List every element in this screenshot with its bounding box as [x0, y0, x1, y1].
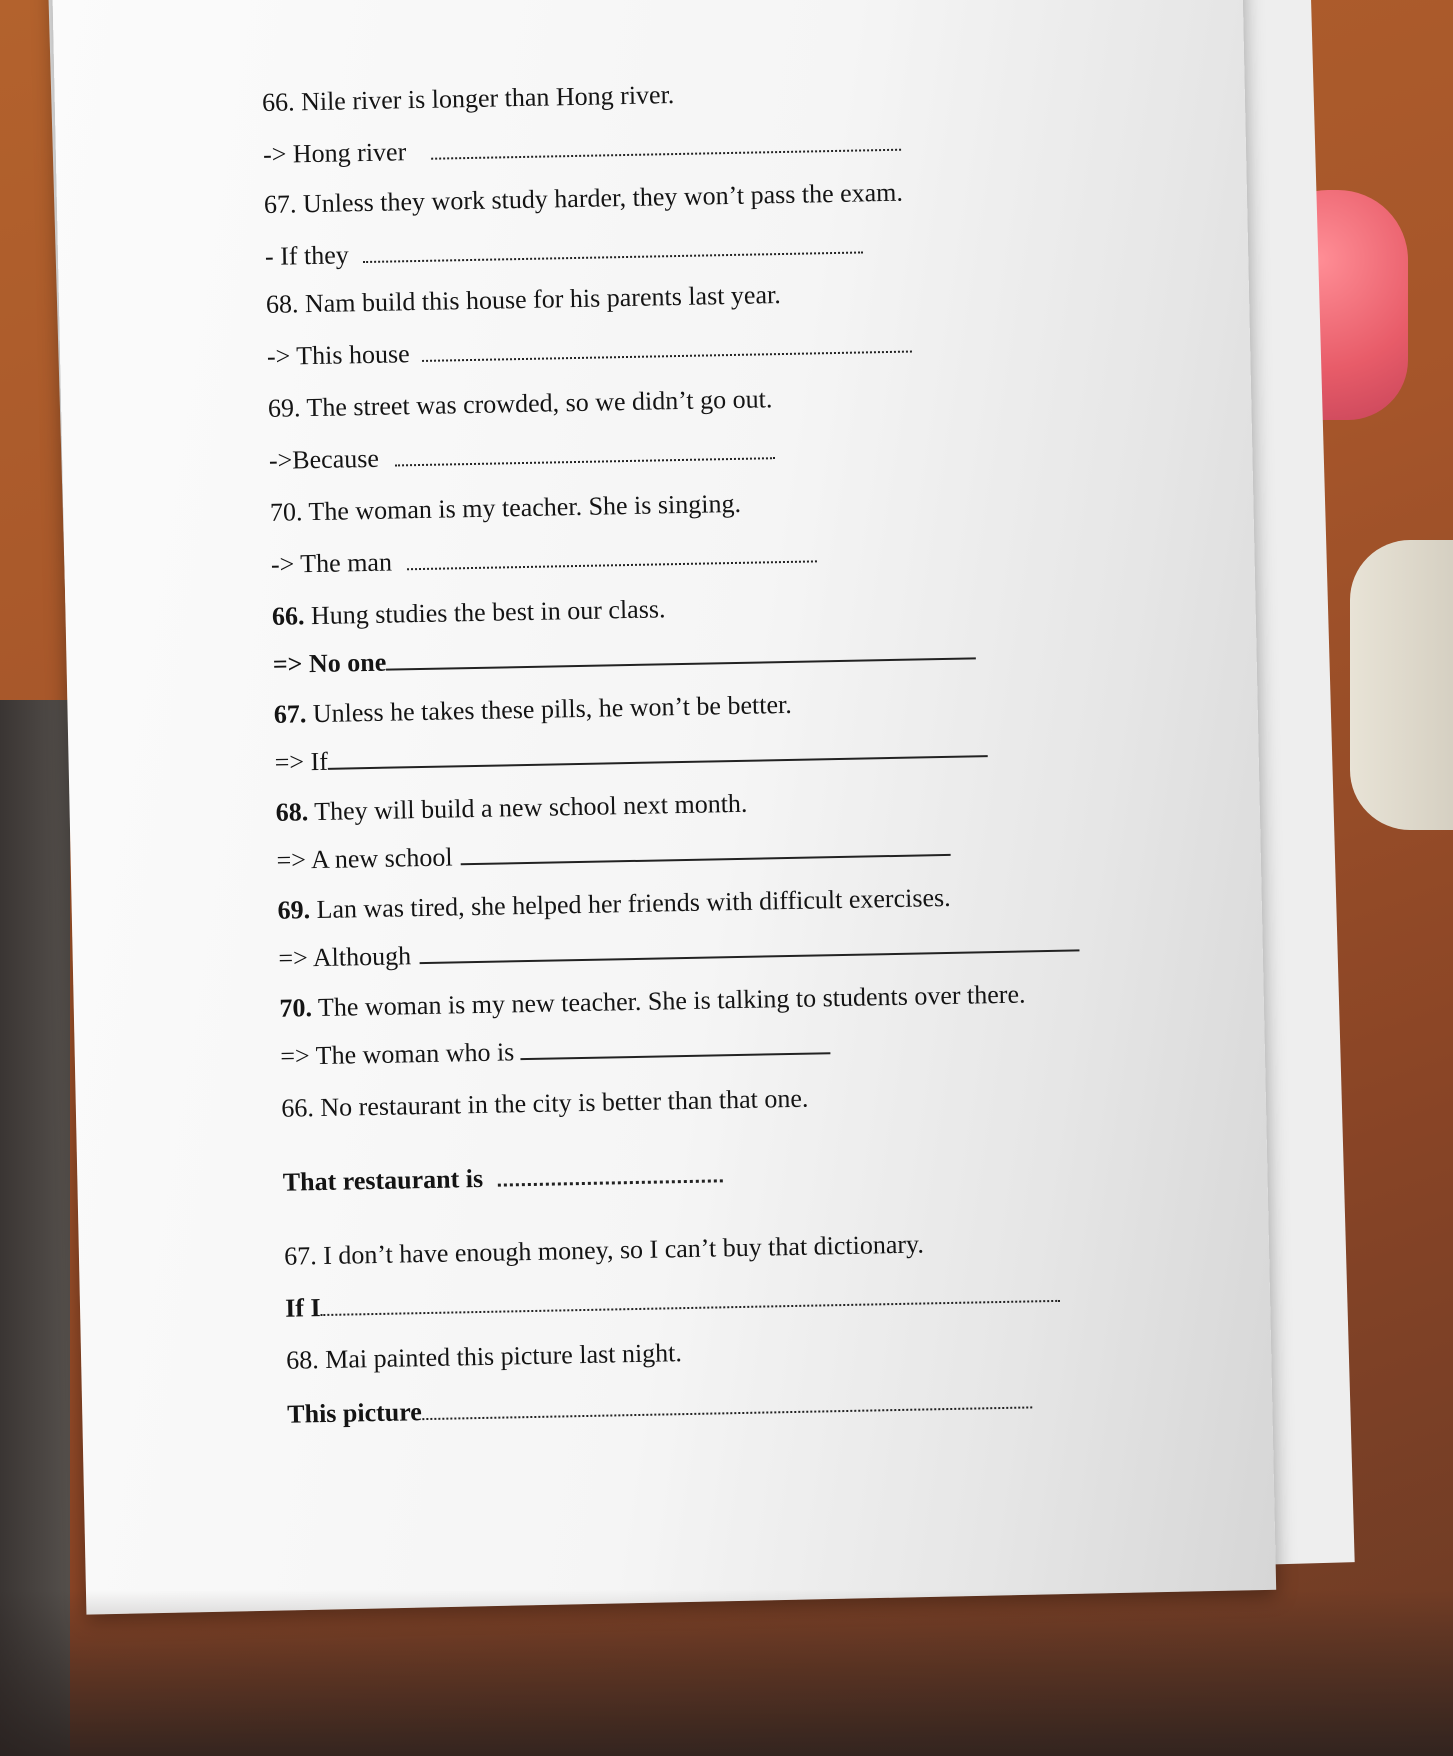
question-set1-69: 69. The street was crowded, so we didn’t go out. — [267, 384, 773, 423]
question-set1-66: 66. Nile river is longer than Hong river. — [261, 80, 675, 117]
answer-line-set1-68[interactable]: -> This house — [267, 330, 913, 372]
answer-line-set1-70[interactable]: -> The man — [271, 539, 817, 579]
dotted-blank[interactable] — [320, 1284, 1060, 1316]
solid-blank[interactable] — [520, 1036, 830, 1060]
question-set3-67: 67. I don’t have enough money, so I can’t buy that dictionary. — [283, 1229, 925, 1271]
answer-line-set3-68[interactable]: This picture — [287, 1385, 1032, 1429]
answer-line-set2-70[interactable]: => The woman who is — [280, 1031, 830, 1072]
answer-line-set3-67[interactable]: If I — [285, 1279, 1061, 1324]
question-set2-67: 67. Unless he takes these pills, he won’t be better. — [273, 689, 792, 729]
answer-line-set2-66[interactable]: => No one — [273, 636, 977, 679]
answer-line-set2-69[interactable]: => Although — [278, 928, 1079, 973]
solid-blank[interactable] — [419, 933, 1079, 964]
question-set2-69: 69. Lan was tired, she helped her friends with difficult exercises. — [277, 882, 951, 925]
solid-blank[interactable] — [328, 739, 988, 770]
answer-line-set3-66[interactable]: That restaurant is — [283, 1159, 723, 1197]
question-set2-68: 68. They will build a new school next month. — [275, 788, 748, 827]
dotted-blank[interactable] — [422, 1390, 1032, 1420]
dotted-blank[interactable] — [431, 133, 901, 160]
question-set1-70: 70. The woman is my teacher. She is singing. — [269, 488, 742, 527]
question-set3-66: 66. No restaurant in the city is better than that one. — [281, 1083, 809, 1123]
solid-blank[interactable] — [386, 641, 976, 670]
answer-line-set2-67[interactable]: => If — [274, 734, 988, 778]
solid-blank[interactable] — [460, 838, 950, 865]
question-set2-66: 66. Hung studies the best in our class. — [271, 594, 666, 631]
question-set2-70: 70. The woman is my new teacher. She is talking to students over there. — [279, 979, 1026, 1023]
dotted-blank[interactable] — [395, 441, 775, 466]
answer-line-set1-66[interactable]: -> Hong river — [263, 128, 901, 170]
dotted-blank[interactable] — [497, 1163, 722, 1186]
dotted-blank[interactable] — [422, 335, 912, 362]
dotted-blank[interactable] — [363, 235, 863, 263]
question-set3-68: 68. Mai painted this picture last night. — [285, 1338, 683, 1375]
dotted-blank[interactable] — [406, 544, 816, 570]
answer-line-set2-68[interactable]: => A new school — [276, 833, 950, 876]
answer-line-set1-67[interactable]: - If they — [265, 230, 864, 271]
question-set1-67: 67. Unless they work study harder, they won’t pass the exam. — [263, 177, 904, 219]
question-set1-68: 68. Nam build this house for his parents last year. — [265, 280, 781, 319]
answer-line-set1-69[interactable]: ->Because — [269, 436, 776, 476]
